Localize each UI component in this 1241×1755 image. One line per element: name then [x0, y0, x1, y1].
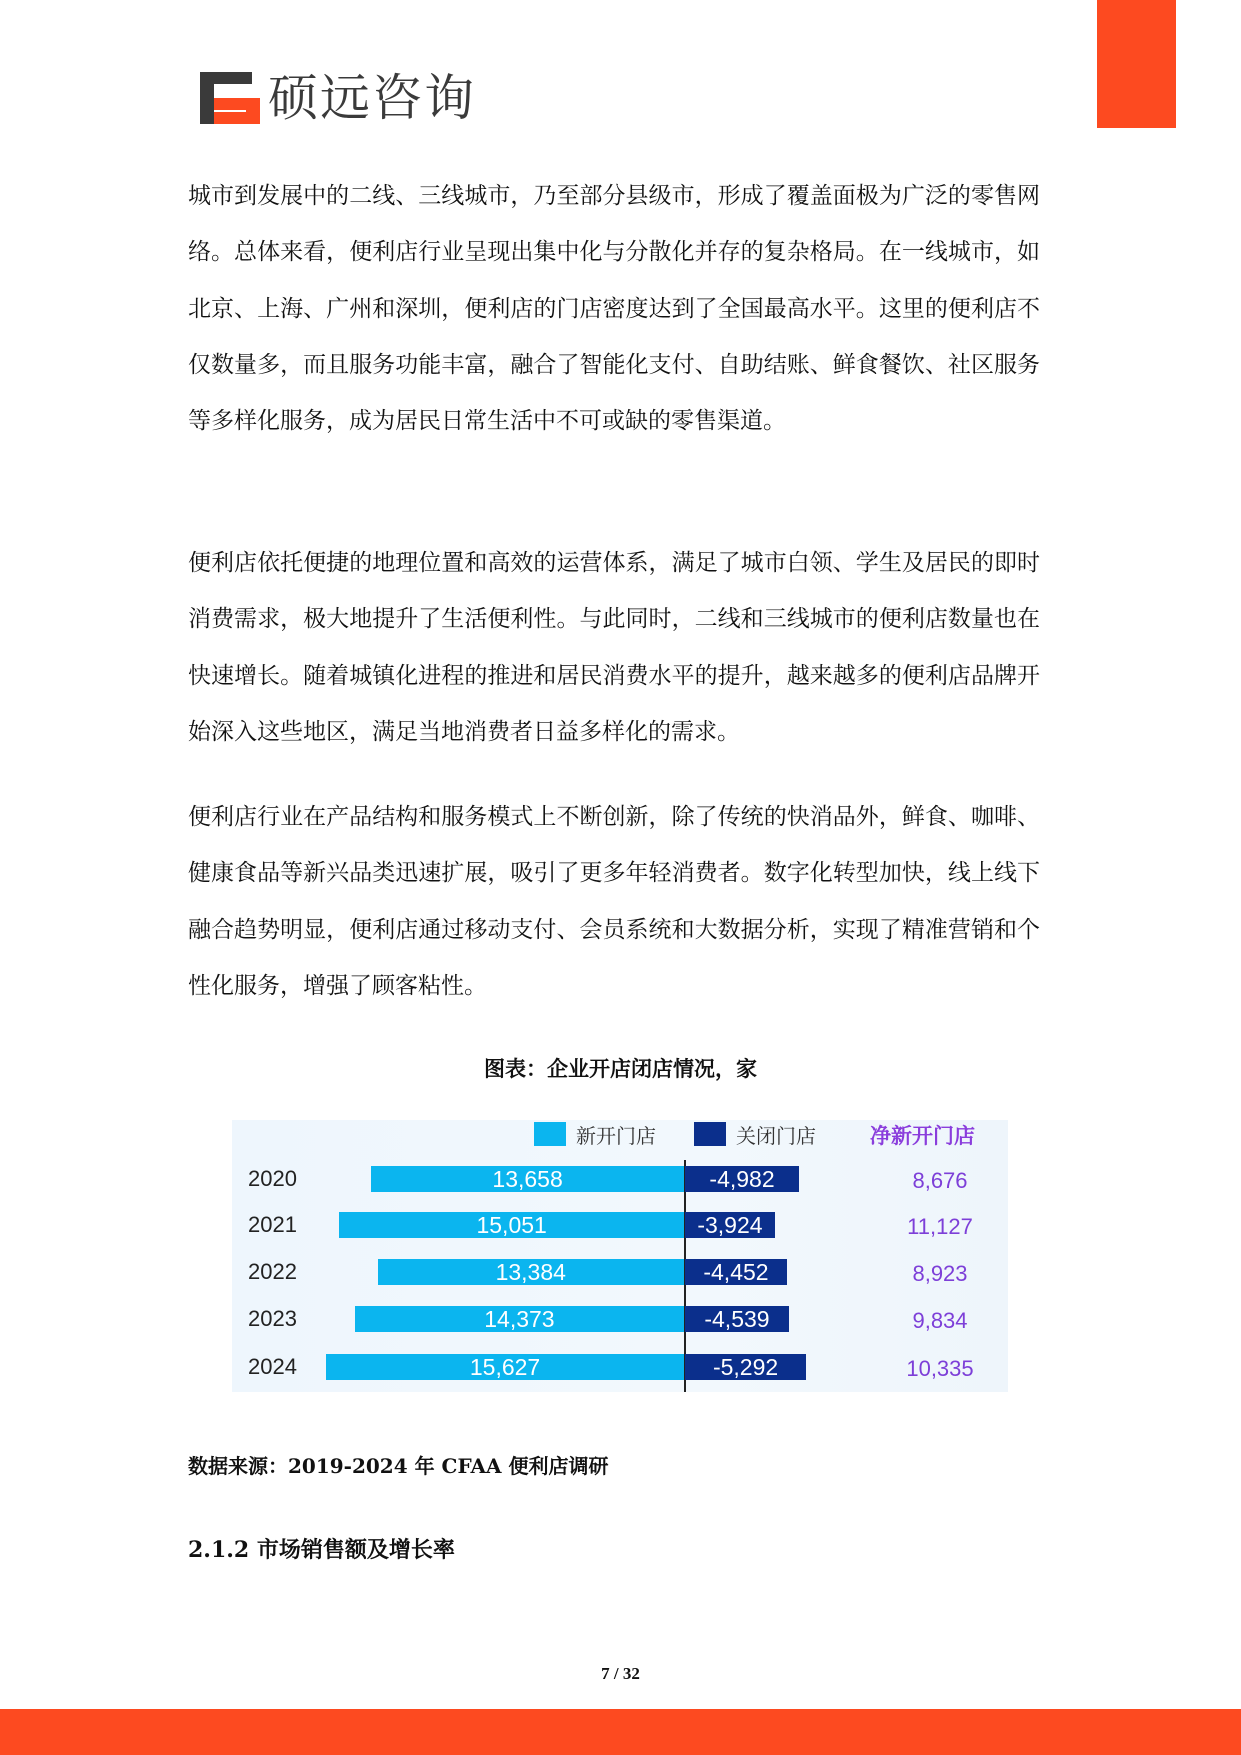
legend-label: 关闭门店	[736, 1123, 816, 1148]
bar-closed-stores: -3,924	[685, 1212, 775, 1238]
bar-new-stores: 14,373	[355, 1306, 684, 1332]
chart-year-label: 2024	[248, 1354, 297, 1379]
bar-closed-stores: -4,539	[685, 1306, 789, 1332]
paragraph: 便利店行业在产品结构和服务模式上不断创新，除了传统的快消品外，鲜食、咖啡、健康食品等新兴品类迅速扩展，吸引了更多年轻消费者。数字化转型加快，线上线下融合趋势明显，便利店通过移动支付、会员系统和大数据分析，实现了精准营销和个性化服务，增强了顾客粘性。	[188, 804, 1040, 999]
paragraph: 便利店依托便捷的地理位置和高效的运营体系，满足了城市白领、学生及居民的即时消费需求，极大地提升了生活便利性。与此同时，二线和三线城市的便利店数量也在快速增长。随着城镇化进程的推进和居民消费水平的提升，越来越多的便利店品牌开始深入这些地区，满足当地消费者日益多样化的需求。	[188, 550, 1040, 745]
bar-closed-stores: -4,452	[685, 1259, 787, 1285]
legend-closed-stores	[694, 1122, 816, 1146]
net-new-stores-value: 8,676	[912, 1168, 968, 1193]
net-new-stores-value: 8,923	[912, 1261, 968, 1286]
logo-text: 硕远咨询	[268, 69, 476, 127]
paragraph: 城市到发展中的二线、三线城市，乃至部分县级市，形成了覆盖面极为广泛的零售网络。总体来看，便利店行业呈现出集中化与分散化并存的复杂格局。在一线城市，如北京、上海、广州和深圳，便利店的门店密度达到了全国最高水平。这里的便利店不仅数量多，而且服务功能丰富，融合了智能化支付、自助结账、鲜食餐饮、社区服务等多样化服务，成为居民日常生活中不可或缺的零售渠道。	[188, 183, 1040, 435]
brand-logo	[200, 70, 476, 126]
section-heading: 2.1.2 市场销售额及增长率	[188, 1537, 455, 1563]
chart-year-label: 2020	[248, 1166, 297, 1191]
page-number: 7 / 32	[601, 1664, 640, 1683]
legend-net-new-stores: 净新开门店	[870, 1124, 975, 1148]
net-new-stores-value: 11,127	[907, 1214, 973, 1239]
footer-accent-bar	[0, 1709, 1241, 1755]
legend-new-stores	[534, 1122, 656, 1146]
data-source-note: 数据来源：2019-2024 年 CFAA 便利店调研	[188, 1454, 609, 1478]
bar-closed-stores: -5,292	[685, 1354, 806, 1380]
logo-mark-icon	[200, 72, 260, 124]
bar-closed-stores: -4,982	[685, 1166, 799, 1192]
legend-swatch-closed-icon	[694, 1122, 726, 1146]
chart-year-label: 2021	[248, 1212, 297, 1237]
bar-new-stores: 13,658	[371, 1166, 684, 1192]
net-new-stores-value: 9,834	[912, 1308, 968, 1333]
chart-year-label: 2023	[248, 1306, 297, 1331]
corner-accent-tab	[1097, 0, 1176, 128]
figure-title: 图表：企业开店闭店情况，家	[484, 1057, 757, 1081]
legend-swatch-new-icon	[534, 1122, 566, 1146]
chart-year-label: 2022	[248, 1259, 297, 1284]
bar-new-stores: 15,051	[339, 1212, 684, 1238]
bar-new-stores: 15,627	[326, 1354, 684, 1380]
store-open-close-chart	[232, 1120, 1008, 1392]
net-new-stores-value: 10,335	[906, 1356, 974, 1381]
bar-new-stores: 13,384	[378, 1259, 684, 1285]
legend-label: 新开门店	[576, 1123, 656, 1148]
